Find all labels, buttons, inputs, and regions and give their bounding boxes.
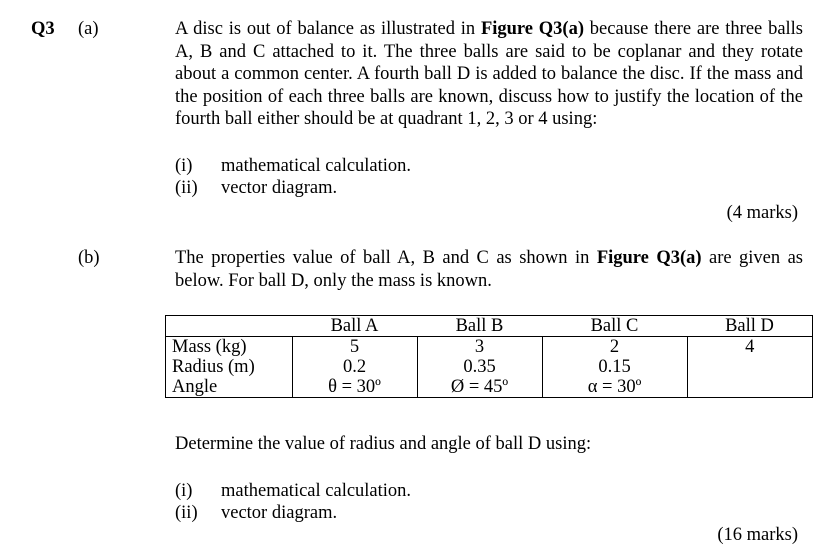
part-a-text-rest: balls A, B and C attached to it. The three balls are said to be coplanar and they rotate about a common center. A fourth ball D is added to balance the disc. If the mass and the position of each three balls are known, discuss how to justify the location of the fourth ball either should be at quadrant 1, 2, 3 or 4 using:	[175, 19, 804, 129]
part-b-text-pre: The properties value of ball A, B and C as shown in	[175, 248, 597, 268]
table-row	[166, 337, 813, 358]
table-cell: 5	[292, 337, 417, 358]
table-cell: α = 30º	[542, 377, 687, 398]
part-a-text-post: because there are three	[584, 19, 763, 39]
part-a-item-1	[175, 155, 411, 178]
part-b-paragraph	[175, 247, 803, 292]
table-cell: 0.2	[292, 357, 417, 377]
part-b-item-2	[175, 502, 337, 525]
table-cell	[687, 357, 813, 377]
table-cell: 3	[417, 337, 542, 358]
table-cell	[687, 377, 813, 398]
table-header-cell: Ball C	[542, 316, 687, 337]
item-number: (i)	[175, 481, 193, 501]
item-number: (i)	[175, 156, 193, 176]
part-a-paragraph	[175, 18, 803, 131]
part-a-marks: (4 marks)	[726, 203, 798, 223]
table-row	[166, 377, 813, 398]
table-row	[166, 357, 813, 377]
part-a-label: (a)	[78, 19, 99, 39]
table-cell: 0.15	[542, 357, 687, 377]
item-text: mathematical calculation.	[221, 156, 412, 176]
table-header-cell	[166, 316, 293, 337]
table-cell: θ = 30º	[292, 377, 417, 398]
part-b-label: (b)	[78, 248, 100, 268]
table-cell: Mass (kg)	[166, 337, 293, 358]
part-a-figure-ref: Figure Q3(a)	[480, 19, 585, 39]
part-b-instruction: Determine the value of radius and angle of ball D using:	[175, 434, 592, 454]
table-header-cell: Ball A	[292, 316, 417, 337]
part-b-item-1	[175, 480, 411, 503]
table-cell: Ø = 45º	[417, 377, 542, 398]
table-header-cell: Ball D	[687, 316, 813, 337]
table-cell: 2	[542, 337, 687, 358]
part-b-figure-ref: Figure Q3(a)	[596, 248, 702, 268]
table-header-cell: Ball B	[417, 316, 542, 337]
table-header-row	[166, 316, 813, 337]
ball-properties-table	[165, 315, 813, 398]
item-text: vector diagram.	[221, 178, 338, 198]
part-b-marks: (16 marks)	[717, 525, 798, 545]
part-a-item-2	[175, 177, 337, 200]
table-cell: 0.35	[417, 357, 542, 377]
item-number: (ii)	[175, 178, 198, 198]
item-number: (ii)	[175, 503, 198, 523]
part-a-text-pre: A disc is out of balance as illustrated in	[175, 19, 481, 39]
question-number: Q3	[31, 19, 55, 39]
item-text: mathematical calculation.	[221, 481, 412, 501]
part-b-text-post: are given as below. For ball D, only the mass is known.	[175, 248, 803, 291]
table-cell: Angle	[166, 377, 293, 398]
table-cell: 4	[687, 337, 813, 358]
item-text: vector diagram.	[221, 503, 338, 523]
table-cell: Radius (m)	[166, 357, 293, 377]
